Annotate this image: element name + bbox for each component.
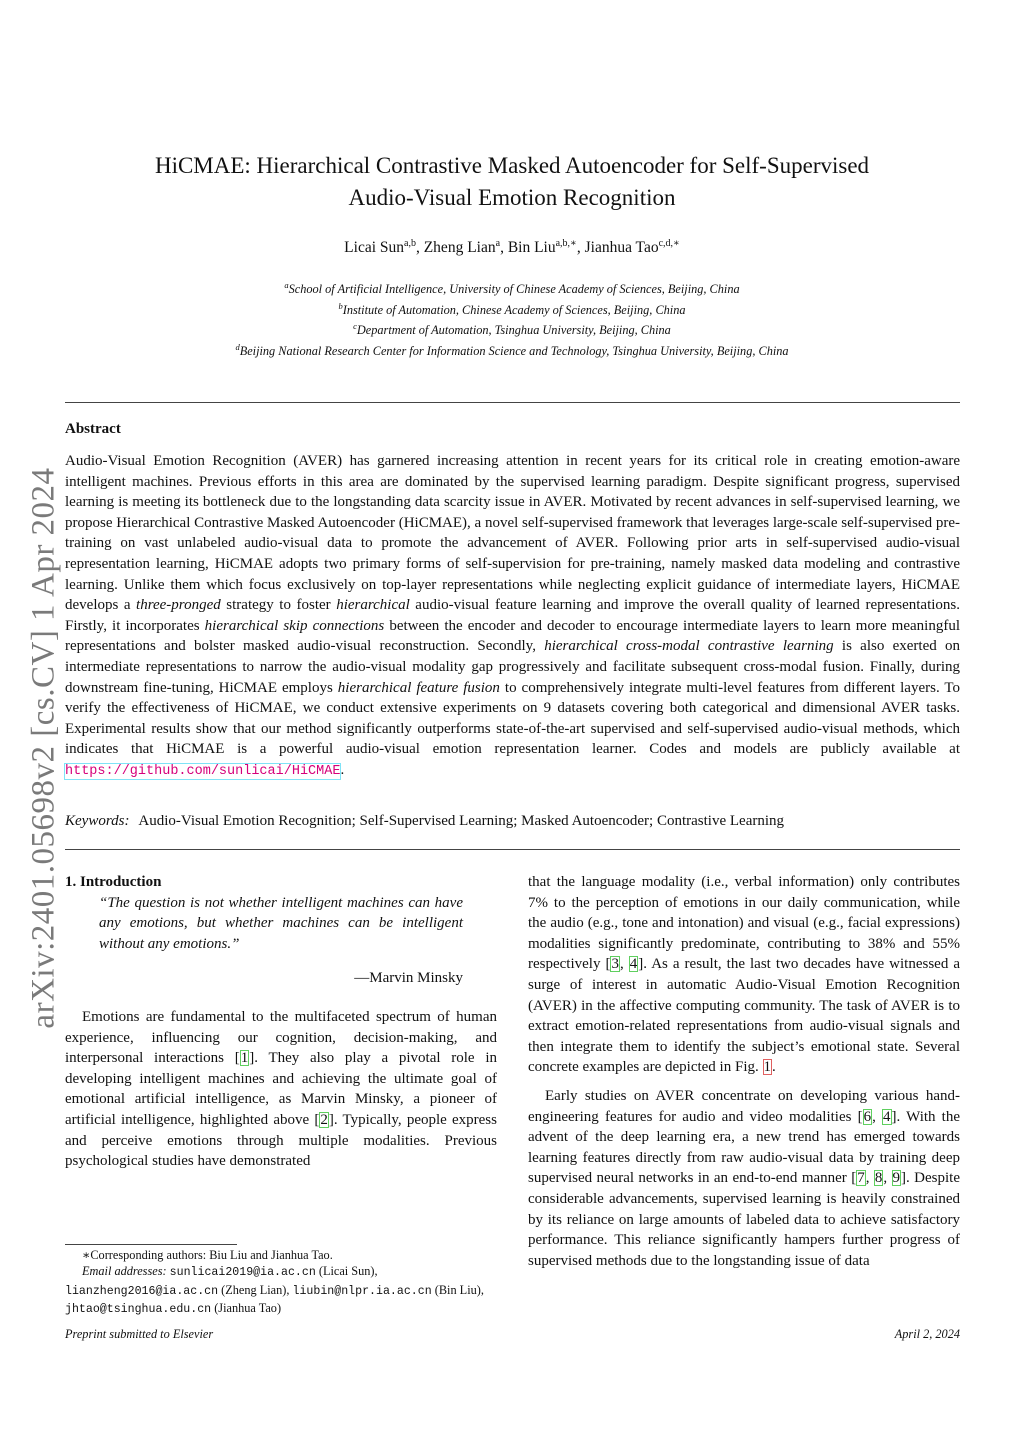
affiliation-text: Institute of Automation, Chinese Academy of Sciences, Beijing, China xyxy=(342,302,686,317)
footer-date: April 2, 2024 xyxy=(894,1327,960,1341)
email-address[interactable]: jhtao@tsinghua.edu.cn xyxy=(65,1302,212,1316)
citation-link[interactable]: 6 xyxy=(863,1108,872,1125)
epigraph-quote: “The question is not whether intelligent machines can have any emotions, but whether machines can be intelligent without any emotions.” xyxy=(99,894,463,952)
citation-link[interactable]: 4 xyxy=(883,1108,891,1125)
paragraph-text: ]. As a result, the last two decades have witnessed a surge of interest in automatic Audio-Visual Emotion Recognition (AVER) in the affective computing community. The task of AVER is to extract emotion-related representations from audio-visual signals and then integrate them to identify the subject’s emotional state. Several concrete examples are depicted in Fig. xyxy=(528,956,961,1076)
abstract-emphasis: hierarchical cross-modal contrastive learning xyxy=(544,638,834,655)
author-name: Licai Sun xyxy=(344,239,405,257)
abstract-body xyxy=(65,451,960,783)
paragraph-text: , xyxy=(619,956,629,973)
footer-preprint-note: Preprint submitted to Elsevier xyxy=(65,1327,214,1341)
email-note xyxy=(65,1263,497,1318)
affiliation xyxy=(100,277,924,298)
abstract-text: between the encoder and decoder to encourage intermediate layers to learn more meaningful representations and bolster masked audio-visual reconstruction. Secondly, xyxy=(65,617,960,655)
affiliation-list xyxy=(100,277,924,359)
abstract-text: strategy to foster xyxy=(220,597,337,614)
author-name: Zheng Lian xyxy=(423,239,496,257)
arxiv-identifier: arXiv:2401.05698v2 [cs.CV] 1 Apr 2024 xyxy=(25,467,62,1029)
keywords-text: Audio-Visual Emotion Recognition; Self-Supervised Learning; Masked Autoencoder; Contrastive Learning xyxy=(138,813,785,829)
paragraph-text: , xyxy=(865,1170,874,1187)
email-address[interactable]: liubin@nlpr.ia.ac.cn xyxy=(292,1284,432,1298)
email-owner: (Zheng Lian), xyxy=(221,1282,290,1297)
abstract-top-rule xyxy=(65,402,960,403)
citation-link[interactable]: 3 xyxy=(611,956,619,973)
email-address[interactable]: lianzheng2016@ia.ac.cn xyxy=(65,1284,219,1298)
paragraph-text: ]. Typically, people express and perceive emotions through multiple modalities. Previous psychological studies have demonstrated xyxy=(65,1111,497,1170)
footnote-rule xyxy=(65,1244,237,1245)
author-affiliation-mark: a,b xyxy=(404,238,416,249)
paragraph-text: Early studies on AVER concentrate on developing various hand-engineering features for audio and video modalities [ xyxy=(528,1087,960,1125)
paragraph-text: ]. With the advent of the deep learning era, a new trend has emerged towards learning features directly from raw audio-visual data by training deep supervised neural networks in an end-to-end manner [ xyxy=(528,1108,961,1187)
email-owner: (Jianhua Tao) xyxy=(214,1300,282,1315)
paragraph-text: that the language modality (i.e., verbal information) only contributes 7% to the perception of emotions in our daily communication, while the audio (e.g., tone and intonation) and visual (e.g., facial expressions) modalities significantly predominate, contributing to 38% and 55% respectively [ xyxy=(528,874,960,973)
github-link[interactable]: https://github.com/sunlicai/HiCMAE xyxy=(65,763,341,779)
title-line-2: Audio-Visual Emotion Recognition xyxy=(348,185,676,210)
citation-link[interactable]: 4 xyxy=(629,956,638,973)
affiliation-mark: b xyxy=(338,300,343,311)
abstract-paragraph xyxy=(65,451,960,783)
email-label: Email addresses: xyxy=(82,1264,167,1279)
paragraph-text: , xyxy=(872,1108,883,1125)
abstract-text: to comprehensively integrate multi-level features from different layers. To verify the effectiveness of HiCMAE, we conduct extensive experiments on 9 datasets covering both categorical and dimensional AVER tasks. Experimental results show that our method significantly outperforms state-of-the-art supervised and self-supervised audio-visual methods, which indicates that HiCMAE is a powerful audio-visual emotion representation learner. Codes and models are publicly available at xyxy=(65,679,961,758)
section-heading: 1. Introduction xyxy=(65,874,162,890)
abstract-emphasis: hierarchical xyxy=(336,597,410,614)
author-affiliation-mark: c,d,∗ xyxy=(658,238,680,249)
abstract-text: is also exerted on intermediate representations to narrow the audio-visual modality gap progressively and facilitate subsequent cross-modal fusion. Finally, during downstream fine-tuning, HiCMAE employs xyxy=(65,638,960,696)
abstract-text: Audio-Visual Emotion Recognition (AVER) has garnered increasing attention in recent years for its critical role in creating emotion-aware intelligent machines. Previous efforts in this area are dominated by the supervised learning paradigm. Despite significant progress, supervised learning is meeting its bottleneck due to the longstanding data scarcity issue in AVER. Motivated by recent advances in self-supervised learning, we propose Hierarchical Contrastive Masked Autoencoder (HiCMAE), a novel self-supervised framework that leverages large-scale self-supervised pre-training on vast unlabeled audio-visual data to promote the advancement of AVER. Following prior arts in self-supervised audio-visual representation learning, HiCMAE adopts two primary forms of self-supervision for pre-training, namely masked data modeling and contrastive learning. Unlike them which focus exclusively on top-layer representations while neglecting explicit guidance of intermediate layers, HiCMAE develops a xyxy=(65,453,960,614)
intro-paragraph-continued xyxy=(528,872,960,1078)
affiliation-text: Department of Automation, Tsinghua University, Beijing, China xyxy=(356,323,671,338)
citation-link[interactable]: 8 xyxy=(874,1170,883,1187)
email-owner: (Licai Sun), xyxy=(318,1264,378,1279)
paragraph-text: ]. Despite considerable advancements, supervised learning is heavily constrained by its reliance on large amounts of labeled data to achieve satisfactory performance. This reliance significantly hampers further progress of supervised methods due to the longstanding issue of data xyxy=(528,1170,960,1269)
right-column xyxy=(528,872,960,1271)
epigraph-attribution: —Marvin Minsky xyxy=(354,970,463,987)
affiliation-text: Beijing National Research Center for Information Science and Technology, Tsinghua University, Beijing, China xyxy=(239,343,789,358)
abstract-bottom-rule xyxy=(65,849,960,850)
abstract-text: . xyxy=(340,761,345,778)
left-column xyxy=(65,872,497,1172)
citation-link[interactable]: 1 xyxy=(240,1050,249,1067)
abstract-emphasis: hierarchical feature fusion xyxy=(337,679,500,696)
affiliation-mark: a xyxy=(284,280,289,290)
author-affiliation-mark: a xyxy=(495,238,501,249)
abstract-heading: Abstract xyxy=(65,421,121,437)
author-name: Jianhua Tao xyxy=(584,239,659,257)
affiliation xyxy=(100,339,924,360)
citation-link[interactable]: 2 xyxy=(320,1111,328,1128)
paragraph-text: , xyxy=(883,1170,892,1187)
citation-link[interactable]: 9 xyxy=(892,1170,901,1187)
affiliation-text: School of Artificial Intelligence, University of Chinese Academy of Sciences, Beijing, China xyxy=(288,282,740,297)
corresponding-author-note: ∗Corresponding authors: Biu Liu and Jianhua Tao. xyxy=(82,1248,333,1262)
paragraph-text: ]. They also play a pivotal role in developing intelligent machines and achieving the ultimate goal of emotional artificial intelligence, as Marvin Minsky, a pioneer of artificial intelligence, highlighted above [ xyxy=(65,1050,497,1128)
footnotes xyxy=(65,1247,497,1318)
citation-link[interactable]: 7 xyxy=(857,1170,865,1187)
paragraph-text: Emotions are fundamental to the multifaceted spectrum of human experience, influencing our cognition, decision-making, and interpersonal interactions [ xyxy=(65,1008,497,1067)
intro-paragraph xyxy=(65,1007,497,1172)
paper-title xyxy=(100,150,924,214)
email-owner: (Bin Liu), xyxy=(434,1282,484,1297)
title-line-1: HiCMAE: Hierarchical Contrastive Masked Autoencoder for Self-Supervised xyxy=(154,153,870,178)
paragraph-text: . xyxy=(772,1059,776,1076)
email-address[interactable]: sunlicai2019@ia.ac.cn xyxy=(169,1266,316,1280)
affiliation-mark: c xyxy=(353,321,357,332)
figure-reference-link[interactable]: 1 xyxy=(763,1059,771,1076)
affiliation-mark: d xyxy=(235,341,240,352)
affiliation xyxy=(100,318,924,339)
abstract-emphasis: hierarchical skip connections xyxy=(204,617,385,634)
abstract-emphasis: three-pronged xyxy=(136,597,221,614)
keywords-label: Keywords: xyxy=(65,813,130,829)
author-list: Licai Sun$^{a,b}$, Zheng Lian$^a$, Bin Liu$^{a,b,∗}$, Jianhua Tao$^{c,d,∗}$ xyxy=(344,238,680,257)
intro-paragraph xyxy=(528,1086,960,1271)
author-affiliation-mark: a,b,∗ xyxy=(555,238,577,249)
abstract-text: audio-visual feature learning and improve the overall quality of learned representations. Firstly, it incorporates xyxy=(65,597,960,634)
affiliation xyxy=(100,298,924,319)
keywords xyxy=(65,813,960,830)
author-name: Bin Liu xyxy=(507,239,556,257)
